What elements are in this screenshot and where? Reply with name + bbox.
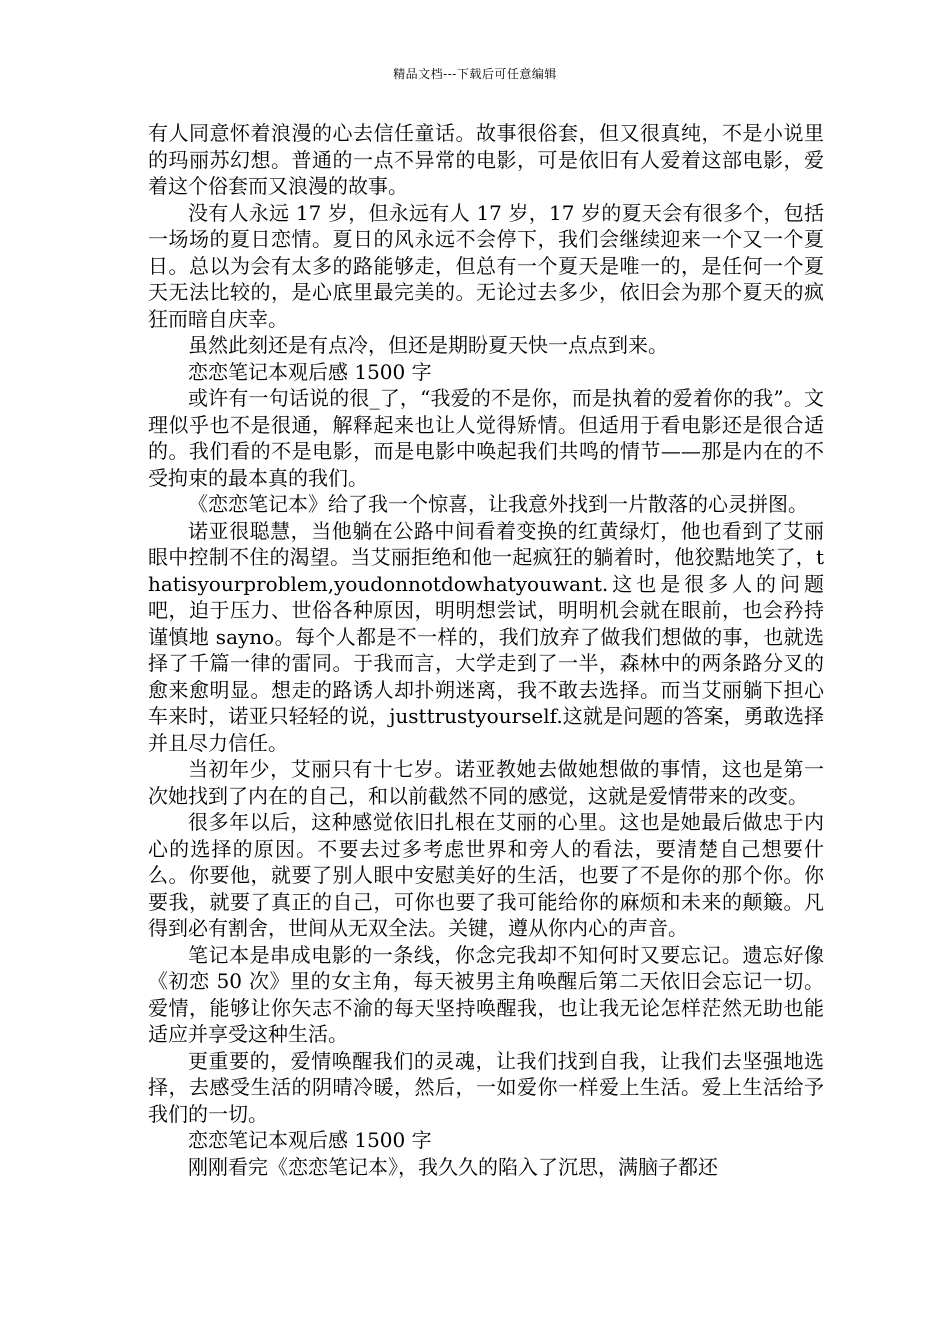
paragraph: 虽然此刻还是有点冷，但还是期盼夏天快一点点到来。 [188, 333, 668, 357]
section-heading: 恋恋笔记本观后感 1500 字 [188, 1128, 432, 1152]
paragraph: 很多年以后，这种感觉依旧扎根在艾丽的心里。这也是她最后做忠于内心的选择的原因。不要去过多考虑世界和旁人的看法，要清楚自己想要什么。你要他，就要了别人眼中安慰美好的生活，也要了不是你的那个你。你要我，就要了真正的自己，可你也要了我可能给你的麻烦和未来的颠簸。凡得到必有割舍，世间从无双全法。关键，遵从你内心的声音。 [148, 810, 824, 940]
paragraph: 刚刚看完《恋恋笔记本》，我久久的陷入了沉思，满脑子都还 [188, 1154, 718, 1179]
section-heading: 恋恋笔记本观后感 1500 字 [188, 359, 432, 384]
paragraph: 诺亚很聪慧，当他躺在公路中间看着变换的红黄绿灯，他也看到了艾丽眼中控制不住的渴望。当艾丽拒绝和他一起疯狂的躺着时，他狡黠地笑了，thatisyourproblem,youdonnotdowhatyouwant.这也是很多人的问题吧，迫于压力、世俗各种原因，明明想尝试，明明机会就在眼前，也会矜持谨慎地 sayno。每个人都是不一样的，我们放弃了做我们想做的事，也就选择了千篇一律的雷同。于我而言，大学走到了一半，森林中的两条路分叉的愈来愈明显。想走的路诱人却扑朔迷离，我不敢去选择。而当艾丽躺下担心车来时，诺亚只轻轻的说，justtrustyourself.这就是问题的答案，勇敢选择并且尽力信任。 [148, 518, 824, 755]
paragraph: 或许有一句话说的很_了，“我爱的不是你，而是执着的爱着你的我”。文理似乎也不是很通，解释起来也让人觉得矫情。但适用于看电影还是很合适的。我们看的不是电影，而是电影中唤起我们共鸣的情节——那是内在的不受拘束的最本真的我们。 [148, 386, 824, 490]
paragraph: 更重要的，爱情唤醒我们的灵魂，让我们找到自我，让我们去坚强地选择，去感受生活的阴晴冷暖，然后，一如爱你一样爱上生活。爱上生活给予我们的一切。 [148, 1048, 824, 1126]
paragraph: 有人同意怀着浪漫的心去信任童话。故事很俗套，但又很真纯，不是小说里的玛丽苏幻想。普通的一点不异常的电影，可是依旧有人爱着这部电影，爱着这个俗套而又浪漫的故事。 [148, 121, 824, 198]
document-body [148, 120, 824, 1180]
paragraph: 没有人永远 17 岁，但永远有人 17 岁，17 岁的夏天会有很多个，包括一场场的夏日恋情。夏日的风永远不会停下，我们会继续迎来一个又一个夏日。总以为会有太多的路能够走，但总有一个夏天是唯一的，是任何一个夏天无法比较的，是心底里最完美的。无论过去多少，依旧会为那个夏天的疯狂而暗自庆幸。 [148, 200, 824, 331]
paragraph: 《恋恋笔记本》给了我一个惊喜，让我意外找到一片散落的心灵拼图。 [188, 492, 808, 516]
paragraph: 笔记本是串成电影的一条线，你念完我却不知何时又要忘记。遗忘好像《初恋 50 次》里的女主角，每天被男主角唤醒后第二天依旧会忘记一切。爱情，能够让你矢志不渝的每天坚持唤醒我，也让我无论怎样茫然无助也能适应并享受这种生活。 [148, 942, 824, 1046]
paragraph: 当初年少，艾丽只有十七岁。诺亚教她去做她想做的事情，这也是第一次她找到了内在的自己，和以前截然不同的感觉，这就是爱情带来的改变。 [148, 757, 824, 808]
page-header: 精品文档---下载后可任意编辑 [393, 67, 557, 81]
